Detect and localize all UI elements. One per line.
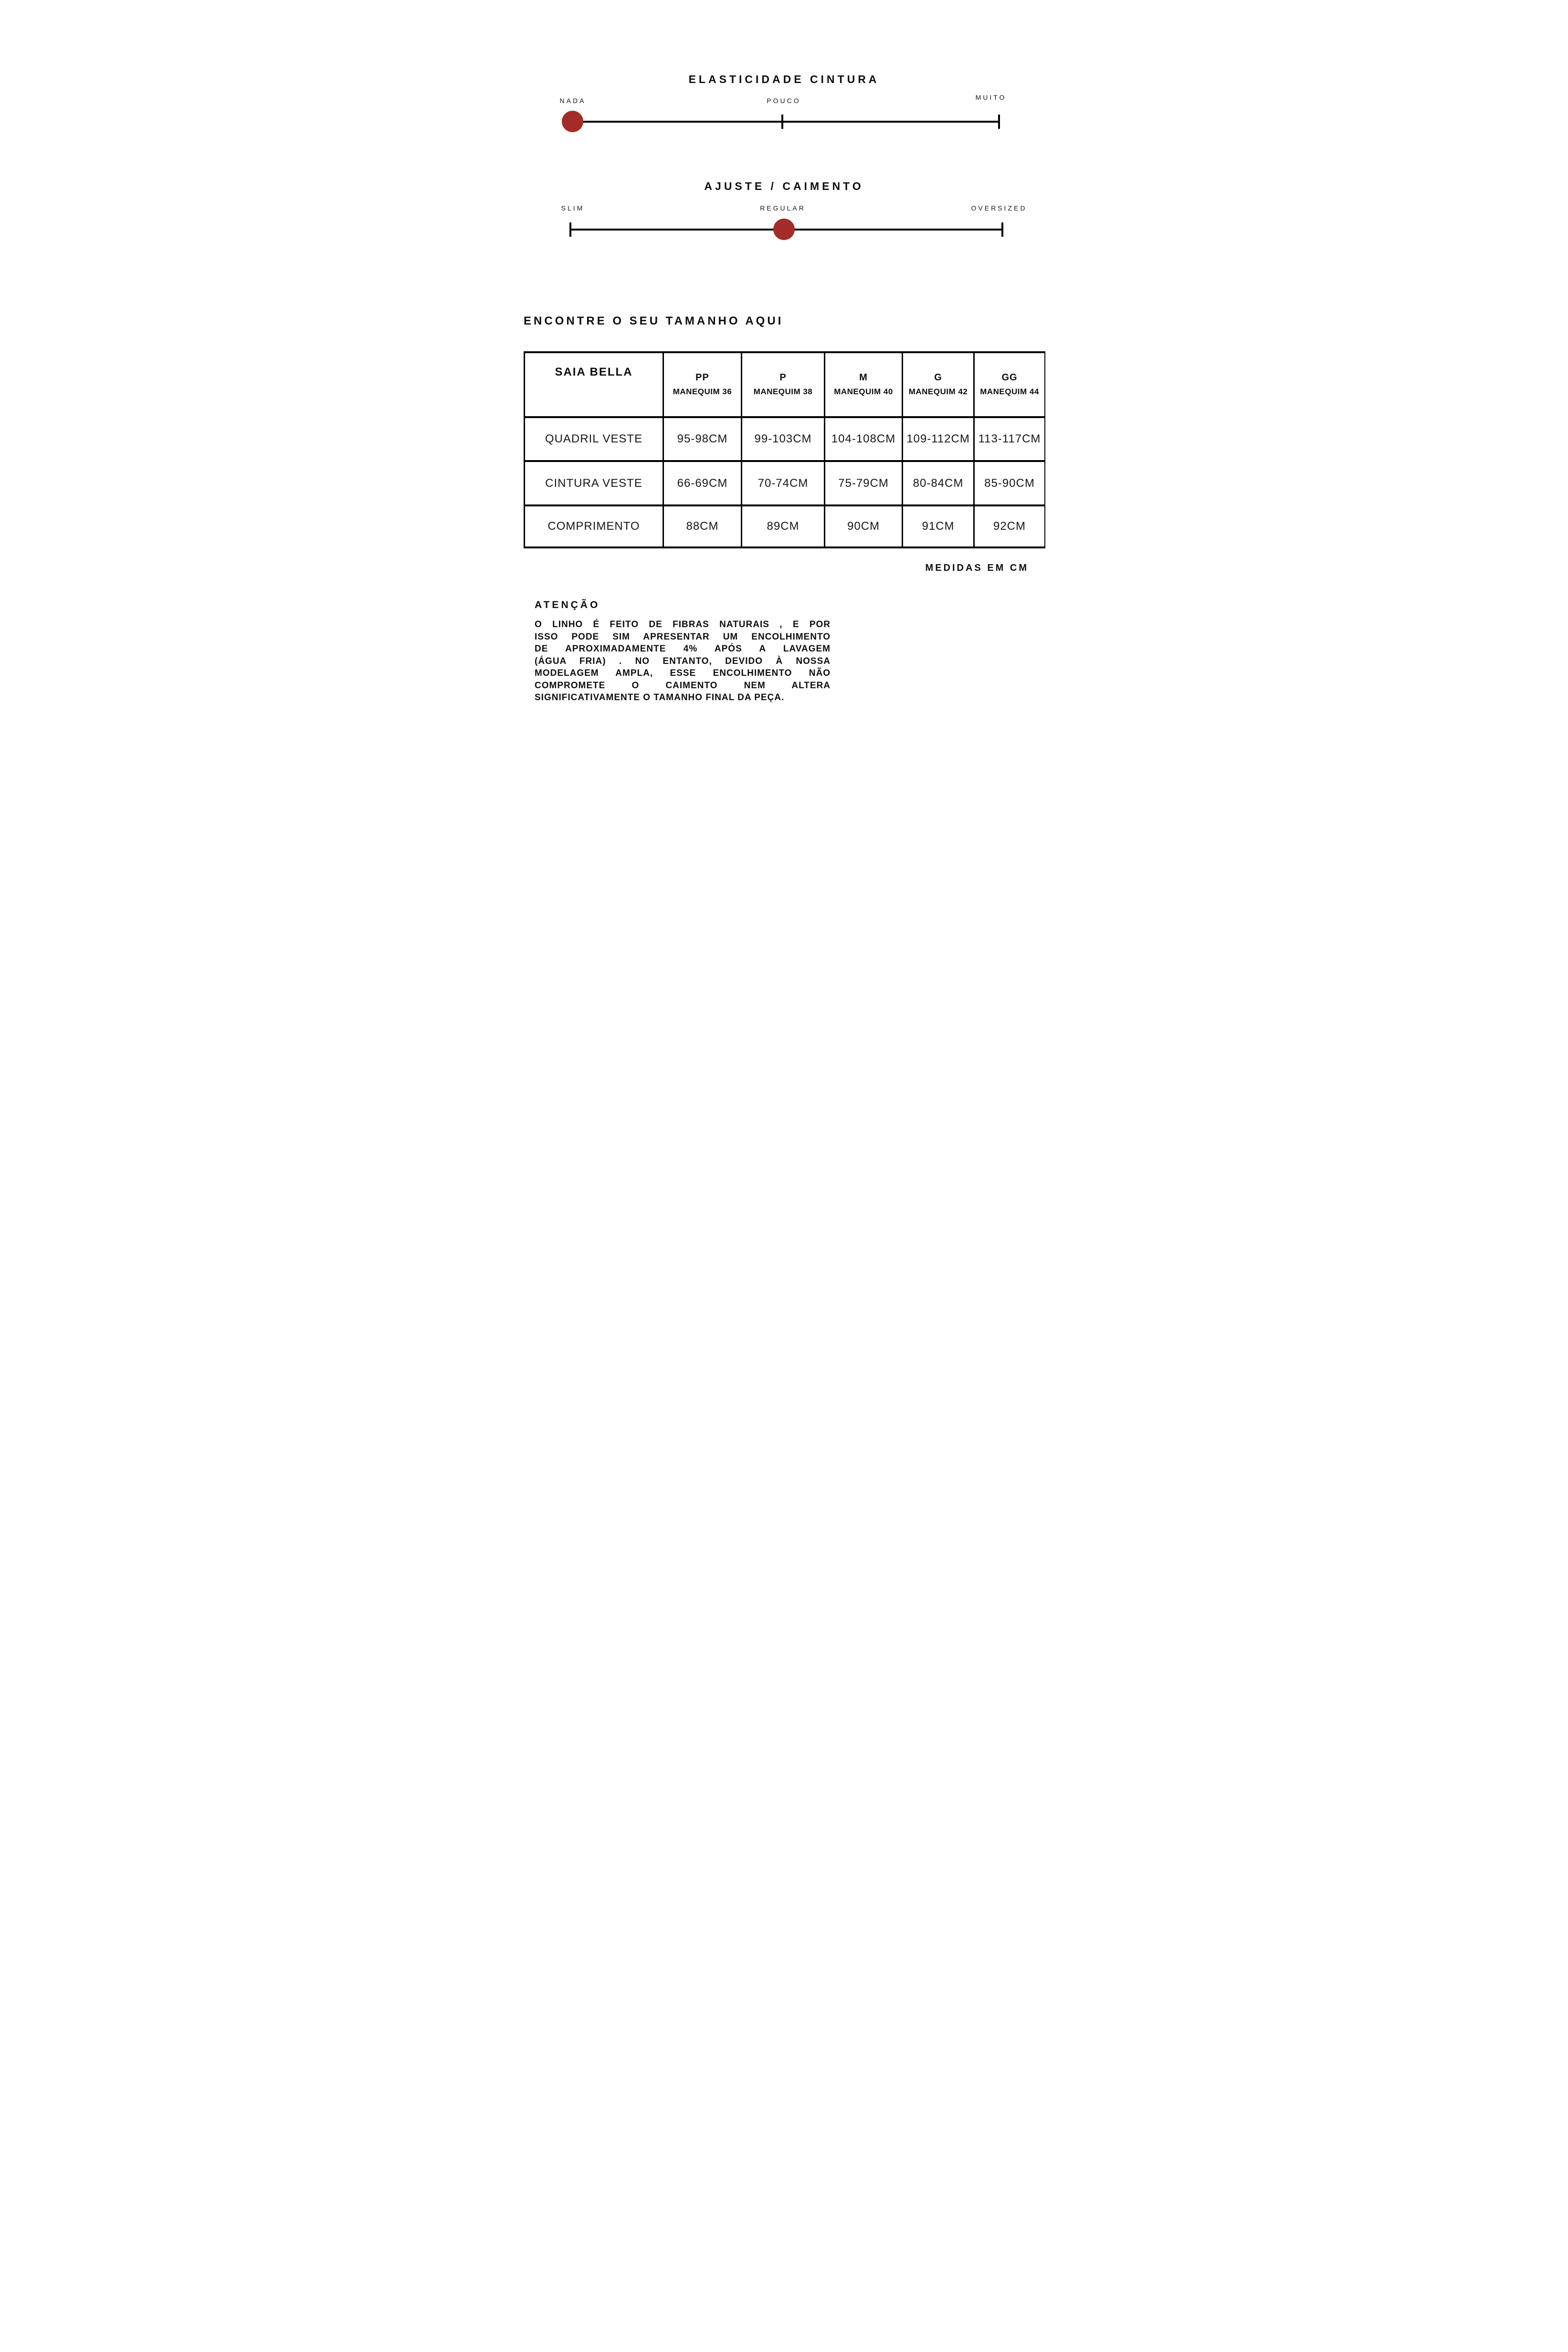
size-value-cell: 80-84CM (903, 461, 974, 505)
size-value-cell: 113-117CM (974, 417, 1045, 461)
attention-heading: ATENÇÃO (535, 599, 600, 610)
slider-label-regular: REGULAR (760, 204, 806, 212)
attention-line: COMPROMETE O CAIMENTO NEM ALTERA (535, 680, 831, 691)
size-letter: M (859, 372, 868, 383)
table-row-comprimento (525, 505, 1045, 547)
size-letter: PP (695, 372, 709, 383)
mannequin-label: MANEQUIM 42 (908, 387, 968, 396)
fit-slider-position-dot (773, 219, 795, 240)
size-value-cell: 109-112CM (903, 417, 974, 461)
fit-slider-tick-end (1001, 222, 1003, 237)
attention-line: (ÁGUA FRIA) . NO ENTANTO, DEVIDO À NOSSA (535, 656, 831, 666)
size-table (524, 351, 1045, 548)
section-heading: ENCONTRE O SEU TAMANHO AQUI (524, 315, 784, 327)
row-label: CINTURA VESTE (525, 461, 663, 505)
elasticity-slider-tick-end (998, 115, 1000, 129)
size-value-cell: 92CM (974, 505, 1045, 547)
fit-slider-tick-start (569, 222, 571, 237)
size-value-cell: 95-98CM (663, 417, 742, 461)
size-value-cell: 91CM (903, 505, 974, 547)
attention-line: MODELAGEM AMPLA, ESSE ENCOLHIMENTO NÃO (535, 668, 831, 678)
table-row-quadril (525, 417, 1045, 461)
mannequin-label: MANEQUIM 38 (753, 387, 813, 396)
size-value-cell: 88CM (663, 505, 742, 547)
slider-label-slim: SLIM (561, 204, 585, 212)
slider-label-muito: MUITO (975, 94, 1007, 101)
size-letter: P (779, 372, 787, 383)
slider-label-pouco: POUCO (767, 97, 801, 105)
mannequin-label: MANEQUIM 44 (980, 387, 1039, 396)
size-value-cell: 75-79CM (825, 461, 903, 505)
elasticity-slider-tick-center (781, 115, 783, 129)
table-row-cintura (525, 461, 1045, 505)
size-column-header-g (903, 352, 974, 417)
size-value-cell: 70-74CM (742, 461, 825, 505)
units-note: MEDIDAS EM CM (925, 563, 1029, 573)
elasticity-slider-title: ELASTICIDADE CINTURA (688, 73, 880, 85)
fit-slider-title: AJUSTE / CAIMENTO (704, 180, 864, 192)
mannequin-label: MANEQUIM 40 (834, 387, 893, 396)
size-value-cell: 104-108CM (825, 417, 903, 461)
size-value-cell: 89CM (742, 505, 825, 547)
slider-label-nada: NADA (559, 97, 586, 105)
size-letter: G (934, 372, 942, 383)
product-name-cell: SAIA BELLA (525, 352, 663, 417)
size-column-header-pp (663, 352, 742, 417)
size-value-cell: 85-90CM (974, 461, 1045, 505)
size-guide-page (523, 0, 1045, 784)
attention-line: DE APROXIMADAMENTE 4% APÓS A LAVAGEM (535, 644, 831, 654)
elasticity-slider-rail (573, 121, 1000, 123)
row-label: QUADRIL VESTE (525, 417, 663, 461)
attention-paragraph (535, 619, 831, 704)
attention-line: O LINHO É FEITO DE FIBRAS NATURAIS , E POR (535, 620, 831, 630)
mannequin-label: MANEQUIM 36 (673, 387, 732, 396)
row-label: COMPRIMENTO (525, 505, 663, 547)
size-letter: GG (1001, 372, 1018, 383)
attention-line: SIGNIFICATIVAMENTE O TAMANHO FINAL DA PEÇA. (535, 693, 785, 703)
attention-line: ISSO PODE SIM APRESENTAR UM ENCOLHIMENTO (535, 631, 831, 642)
size-column-header-gg (974, 352, 1045, 417)
table-header-row (525, 352, 1045, 417)
size-value-cell: 99-103CM (742, 417, 825, 461)
size-column-header-p (742, 352, 825, 417)
size-column-header-m (825, 352, 903, 417)
size-value-cell: 90CM (825, 505, 903, 547)
slider-label-oversized: OVERSIZED (971, 204, 1027, 212)
size-value-cell: 66-69CM (663, 461, 742, 505)
elasticity-slider-position-dot (562, 111, 583, 132)
